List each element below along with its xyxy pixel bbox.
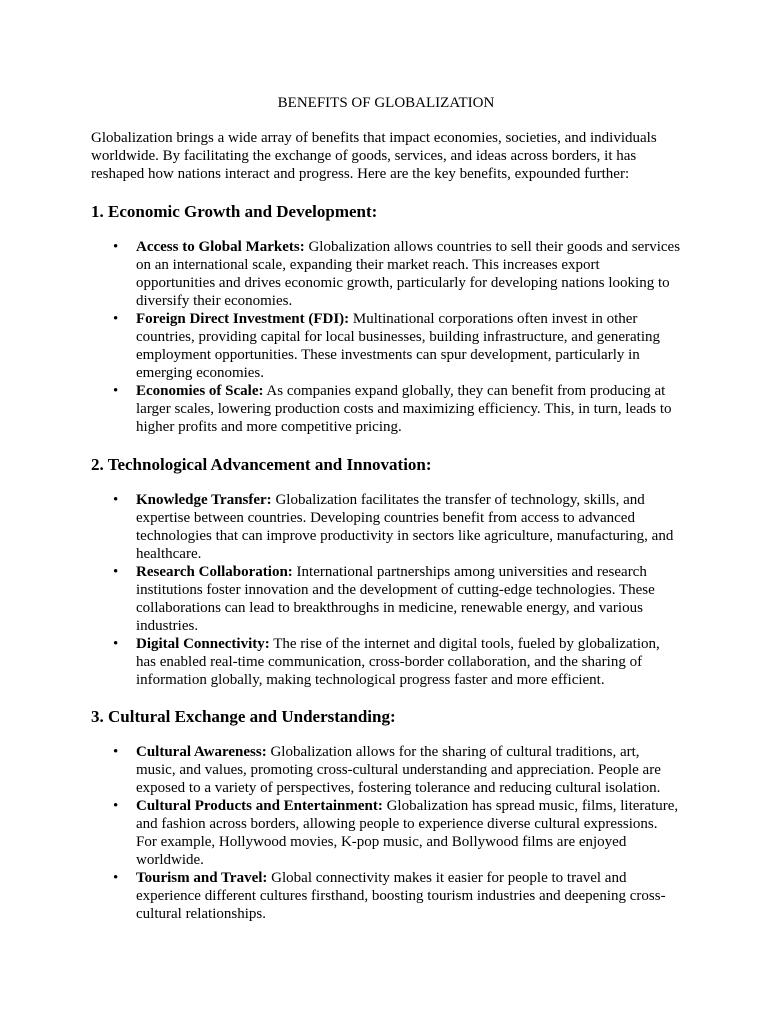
item-term: Research Collaboration: [136, 564, 293, 580]
list-item [91, 869, 681, 923]
item-term: Cultural Awareness: [136, 744, 267, 760]
item-text: The rise of the internet and digital tools, fueled by globalization, has enabled real-time communication, cross-border collaboration, and the sharing of information globally, making technological progress faster and more efficient. [136, 636, 660, 688]
section-heading-economic-growth: 1. Economic Growth and Development: [91, 202, 378, 221]
item-term: Economies of Scale: [136, 383, 264, 399]
item-text: Multinational corporations often invest in other countries, providing capital for local businesses, building infrastructure, and generating employment opportunities. These investments can spur development, particularly in emerging economies. [136, 311, 661, 381]
item-term: Knowledge Transfer: [136, 492, 272, 508]
item-term: Digital Connectivity: [136, 636, 270, 652]
section-heading-technological-advancement: 2. Technological Advancement and Innovation: [91, 455, 432, 474]
bullet-icon: • [113, 798, 119, 814]
bullet-icon: • [113, 311, 119, 327]
section-list-technological-advancement [91, 491, 681, 689]
list-item [91, 310, 681, 382]
item-text: Globalization has spread music, films, literature, and fashion across borders, allowing people to experience diverse cultural expressions. For example, Hollywood movies, K-pop music, and Bollywood films are enjoyed worldwide. [136, 798, 679, 868]
bullet-icon: • [113, 744, 119, 760]
list-item [91, 797, 681, 869]
item-text: Globalization allows for the sharing of cultural traditions, art, music, and values, promoting cross-cultural understanding and appreciation. People are exposed to a variety of perspectives, fostering tolerance and reducing cultural isolation. [136, 744, 661, 796]
list-item [91, 238, 681, 310]
item-text: Global connectivity makes it easier for people to travel and experience different cultures firsthand, boosting tourism industries and deepening cross-cultural relationships. [136, 870, 666, 922]
list-item [91, 382, 681, 436]
bullet-icon: • [113, 564, 119, 580]
bullet-icon: • [113, 870, 119, 886]
bullet-icon: • [113, 239, 119, 255]
item-text: As companies expand globally, they can benefit from producing at larger scales, lowering production costs and maximizing efficiency. This, in turn, leads to higher profits and more competitive pricing. [136, 383, 672, 435]
section-list-economic-growth [91, 238, 681, 436]
item-term: Access to Global Markets: [136, 239, 305, 255]
item-term: Tourism and Travel: [136, 870, 268, 886]
section-list-cultural-exchange [91, 743, 681, 923]
section-heading-cultural-exchange: 3. Cultural Exchange and Understanding: [91, 707, 396, 726]
item-term: Foreign Direct Investment (FDI): [136, 311, 350, 327]
bullet-icon: • [113, 636, 119, 652]
list-item [91, 635, 681, 689]
bullet-icon: • [113, 492, 119, 508]
list-item [91, 491, 681, 563]
item-term: Cultural Products and Entertainment: [136, 798, 383, 814]
bullet-icon: • [113, 383, 119, 399]
list-item [91, 743, 681, 797]
item-text: Globalization facilitates the transfer of technology, skills, and expertise between countries. Developing countries benefit from access to advanced technologies that can improve productivity in sectors like agriculture, manufacturing, and healthcare. [136, 492, 674, 562]
document-title: BENEFITS OF GLOBALIZATION [277, 95, 495, 111]
intro-paragraph: Globalization brings a wide array of benefits that impact economies, societies, and individuals worldwide. By facilitating the exchange of goods, services, and ideas across borders, it has reshaped how nations interact and progress. Here are the key benefits, expounded further: [91, 130, 657, 182]
item-text: International partnerships among universities and research institutions foster innovation and the development of cutting-edge technologies. These collaborations can lead to breakthroughs in medicine, renewable energy, and various industries. [136, 564, 655, 634]
list-item [91, 563, 681, 635]
item-text: Globalization allows countries to sell their goods and services on an international scale, expanding their market reach. This increases export opportunities and drives economic growth, particularly for developing nations looking to diversify their economies. [136, 239, 681, 309]
